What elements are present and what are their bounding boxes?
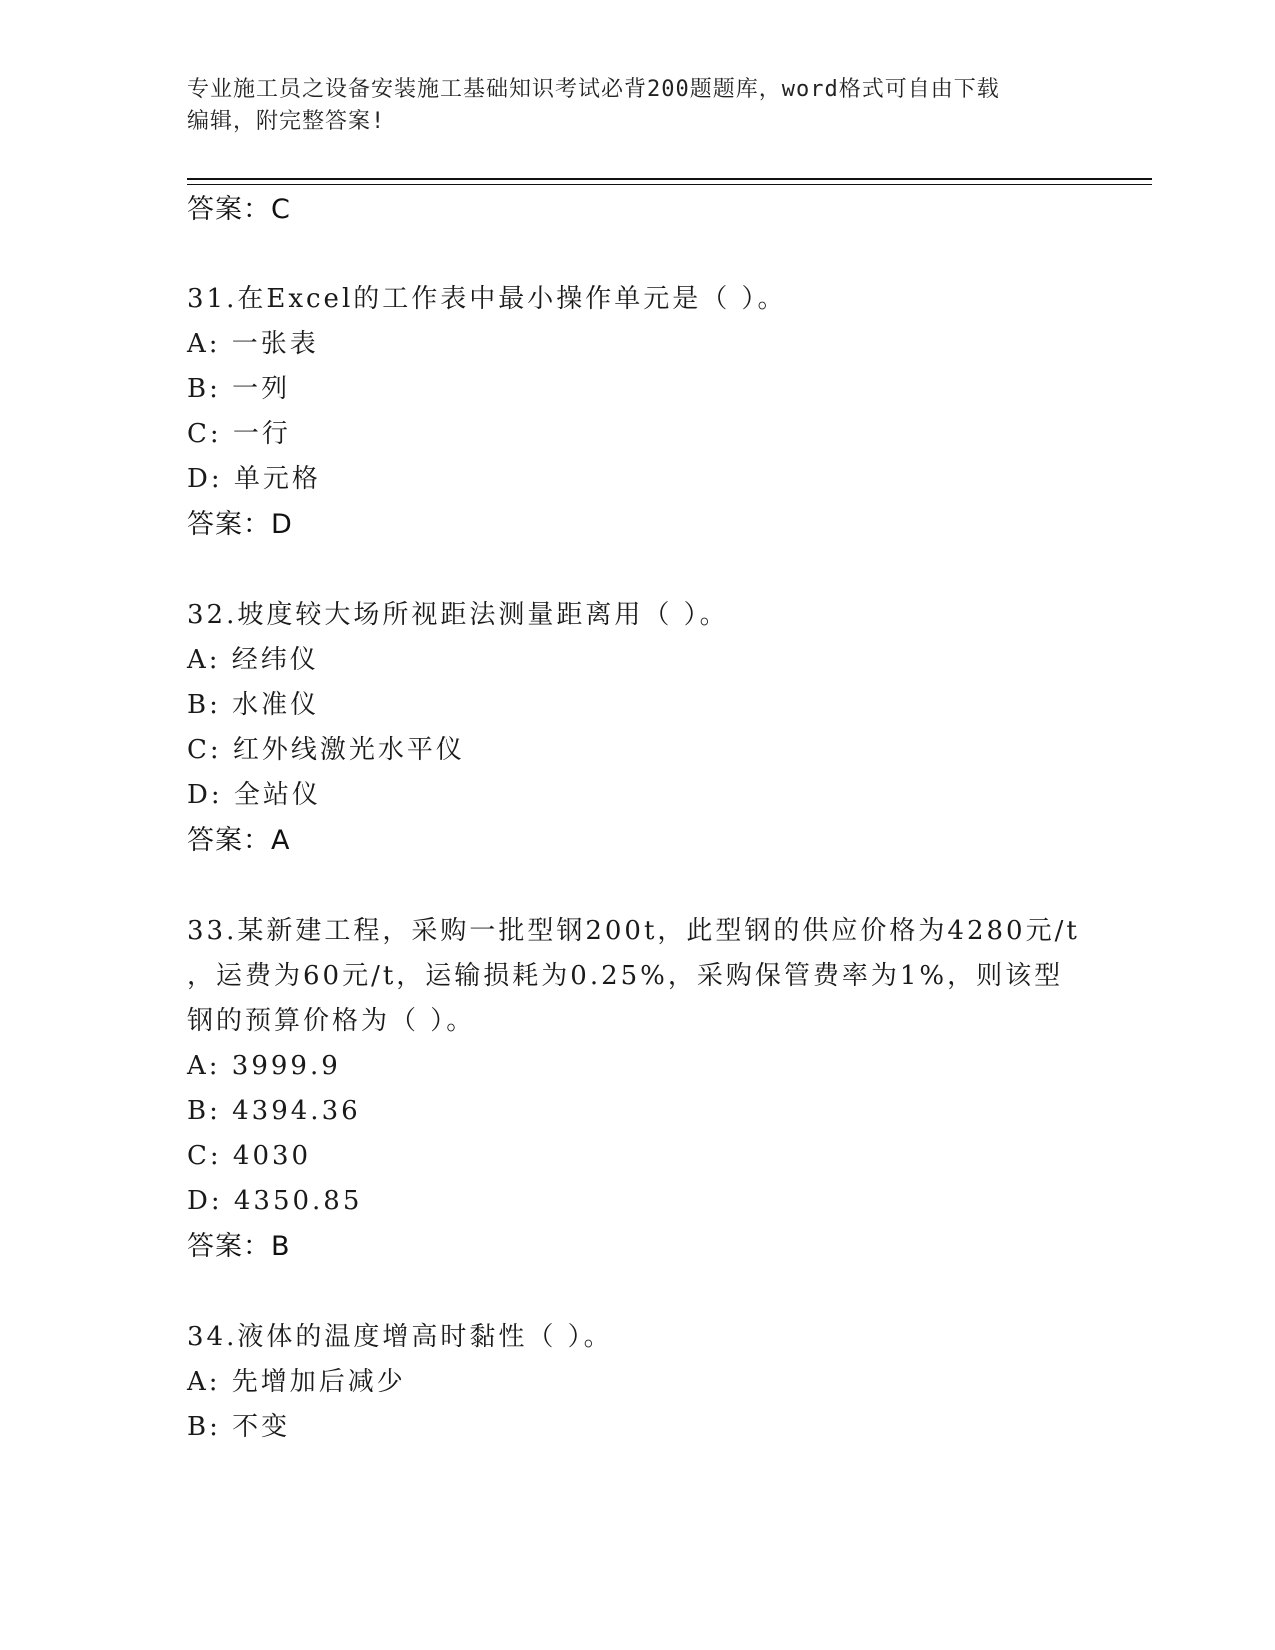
answer: 答案：B xyxy=(187,1231,291,1262)
question-stem: 32.坡度较大场所视距法测量距离用（ ）。 xyxy=(187,600,729,630)
answer: 答案：D xyxy=(187,509,293,540)
option-b: B: 水准仪 xyxy=(187,690,320,720)
option-c: C: 4030 xyxy=(187,1141,312,1171)
question-stem-line-1: 33.某新建工程，采购一批型钢200t，此型钢的供应价格为4280元/t xyxy=(187,916,1080,946)
header-line-2: 编辑，附完整答案! xyxy=(187,109,386,134)
question-stem: 31.在Excel的工作表中最小操作单元是（ ）。 xyxy=(187,284,787,314)
option-b: B: 4394.36 xyxy=(187,1096,361,1126)
question-stem: 34.液体的温度增高时黏性（ ）。 xyxy=(187,1322,613,1352)
header-line-1: 专业施工员之设备安装施工基础知识考试必背200题题库，word格式可自由下载 xyxy=(187,77,1000,102)
header-rule-thin xyxy=(187,184,1152,185)
option-c: C: 红外线激光水平仪 xyxy=(187,735,465,765)
question-stem-line-3: 钢的预算价格为（ ）。 xyxy=(187,1006,476,1036)
option-d: D: 单元格 xyxy=(187,464,321,494)
answer: 答案：A xyxy=(187,825,291,856)
question-stem-line-2: ，运费为60元/t，运输损耗为0.25%，采购保管费率为1%，则该型 xyxy=(187,961,1064,991)
header-text xyxy=(187,74,1077,138)
option-a: A: 先增加后减少 xyxy=(187,1367,406,1397)
option-c: C: 一行 xyxy=(187,419,291,449)
option-b: B: 不变 xyxy=(187,1412,291,1442)
header-rule-thick xyxy=(187,178,1152,180)
previous-answer: 答案：C xyxy=(187,194,291,225)
option-a: A: 3999.9 xyxy=(187,1051,341,1081)
option-a: A: 经纬仪 xyxy=(187,645,319,675)
option-d: D: 全站仪 xyxy=(187,780,321,810)
option-a: A: 一张表 xyxy=(187,329,319,359)
option-b: B: 一列 xyxy=(187,374,291,404)
option-d: D: 4350.85 xyxy=(187,1186,363,1216)
